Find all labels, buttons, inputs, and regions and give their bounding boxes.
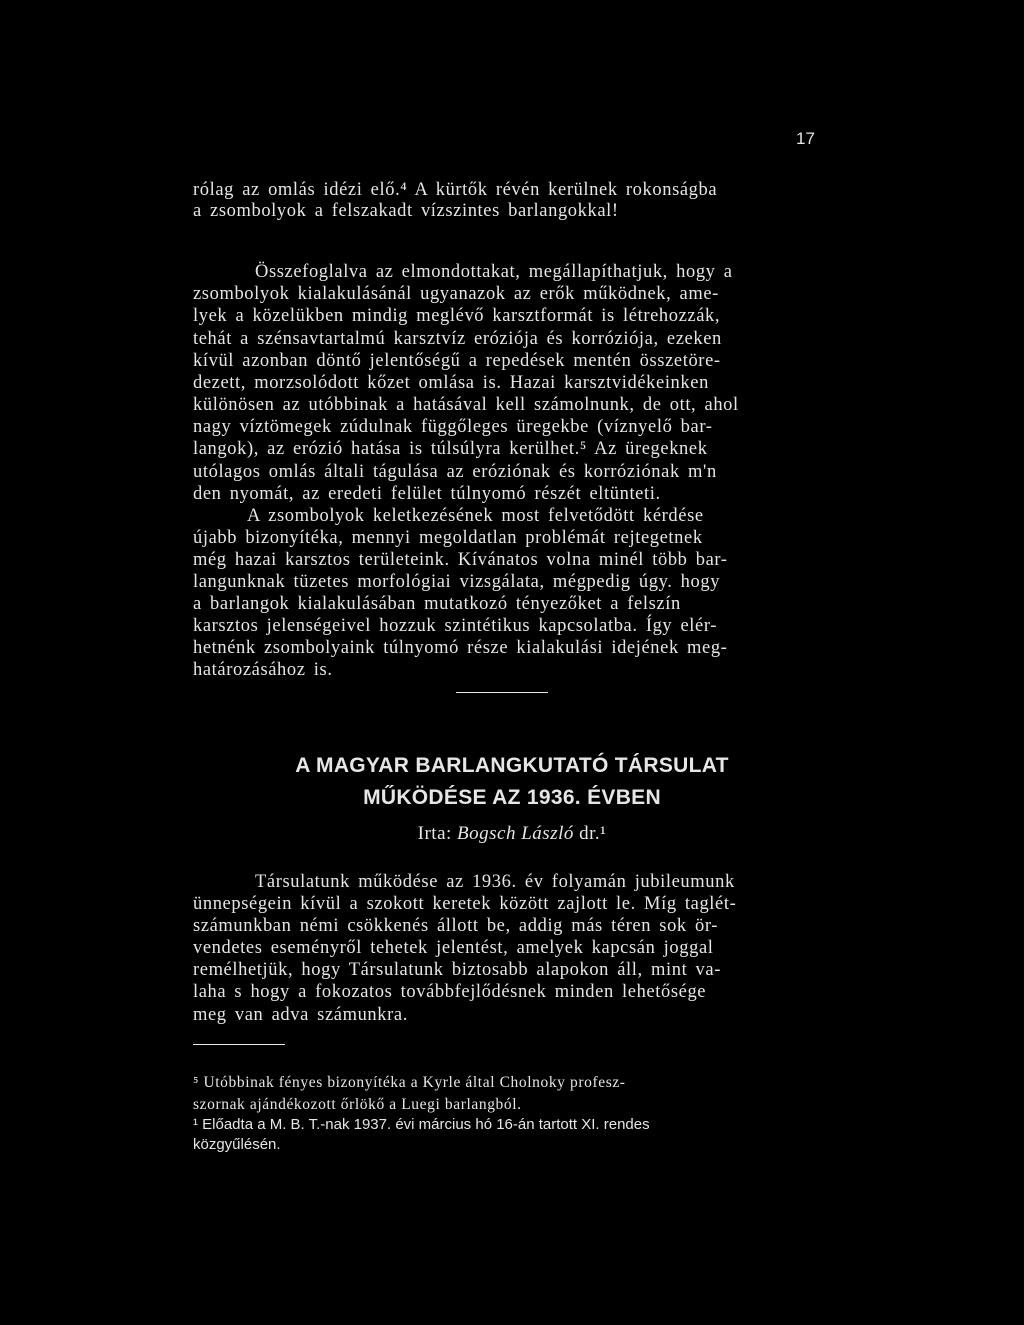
body-line: Összefoglalva az elmondottakat, megállapíthatjuk, hogy a <box>255 262 733 282</box>
body-line: zsombolyok kialakulásánál ugyanazok az erők működnek, ame- <box>193 284 719 304</box>
body-line: a zsombolyok a felszakadt vízszintes barlangokkal! <box>193 201 619 221</box>
section-line: vendetes eseményről tehetek jelentést, amelyek kapcsán joggal <box>193 938 714 958</box>
body-line: kívül azonban döntő jelentőségű a repedések mentén összetöre- <box>193 351 721 371</box>
byline-suffix: dr.¹ <box>579 823 607 844</box>
footnote-1-line2: közgyűlésén. <box>193 1136 281 1153</box>
body-line: lyek a közelükben mindig meglévő karsztformát is létrehozzák, <box>193 306 721 326</box>
body-line: den nyomát, az eredeti felület túlnyomó részét eltünteti. <box>193 484 661 504</box>
section-line: Társulatunk működése az 1936. év folyamán jubileumunk <box>255 872 735 892</box>
body-line: tehát a szénsavtartalmú karsztvíz eróziója és korróziója, ezeken <box>193 329 722 349</box>
byline-prefix: Irta: <box>417 823 452 844</box>
body-line: rólag az omlás idézi elő.⁴ A kürtők révén kerülnek rokonságba <box>193 180 718 200</box>
body-line: karsztos jelenségeivel hozzuk szintétikus kapcsolatba. Így elér- <box>193 616 718 636</box>
section-line: meg van adva számunkra. <box>193 1005 408 1025</box>
section-heading-line1: A MAGYAR BARLANGKUTATÓ TÁRSULAT <box>295 754 729 777</box>
body-line: langunknak tüzetes morfológiai vizsgálata, mégpedig úgy. hogy <box>193 572 721 592</box>
body-line: langok), az erózió hatása is túlsúlyra kerülhet.⁵ Az üregeknek <box>193 439 708 459</box>
byline-author: Bogsch László <box>457 823 574 844</box>
body-line: hetnénk zsombolyaink túlnyomó része kialakulási idejének meg- <box>193 638 728 658</box>
body-line: újabb bizonyítéka, mennyi megoldatlan problémát rejtegetnek <box>193 528 703 548</box>
section-line: laha s hogy a fokozatos továbbfejlődésnek minden lehetősége <box>193 982 707 1002</box>
body-line: nagy víztömegek zúdulnak függőleges üregekbe (víznyelő bar- <box>193 417 713 437</box>
section-line: számunkban némi csökkenés állott be, addig más téren sok ör- <box>193 916 719 936</box>
body-line: különösen az utóbbinak a hatásával kell számolnunk, de ott, ahol <box>193 395 739 415</box>
footnote-5-line2: szornak ajándékozott őrlökő a Luegi barlangból. <box>193 1096 522 1113</box>
separator-line <box>456 692 548 693</box>
section-line: ünnepségein kívül a szokott keretek között zajlott le. Míg taglét- <box>193 894 737 914</box>
body-line: A zsombolyok keletkezésének most felvetődött kérdése <box>247 506 704 526</box>
footnote-1-line1: ¹ Előadta a M. B. T.-nak 1937. évi március hó 16-án tartott XI. rendes <box>193 1116 650 1133</box>
body-line: határozásához is. <box>193 660 333 680</box>
section-line: remélhetjük, hogy Társulatunk biztosabb alapokon áll, mint va- <box>193 960 721 980</box>
body-line: utólagos omlás általi tágulása az eróziónak és korróziónak m'n <box>193 462 717 482</box>
footnote-separator <box>193 1044 285 1045</box>
body-line: a barlangok kialakulásában mutatkozó tényezőket a felszín <box>193 594 681 614</box>
section-heading-line2: MŰKÖDÉSE AZ 1936. ÉVBEN <box>363 786 661 809</box>
page-number: 17 <box>796 129 815 148</box>
body-line: még hazai karsztos területeink. Kívánatos volna minél több bar- <box>193 550 728 570</box>
body-line: dezett, morzsolódott kőzet omlása is. Hazai karsztvidékeinken <box>193 373 709 393</box>
footnote-5-line1: ⁵ Utóbbinak fényes bizonyítéka a Kyrle által Cholnoky profesz- <box>193 1074 626 1091</box>
byline <box>0 823 1024 845</box>
